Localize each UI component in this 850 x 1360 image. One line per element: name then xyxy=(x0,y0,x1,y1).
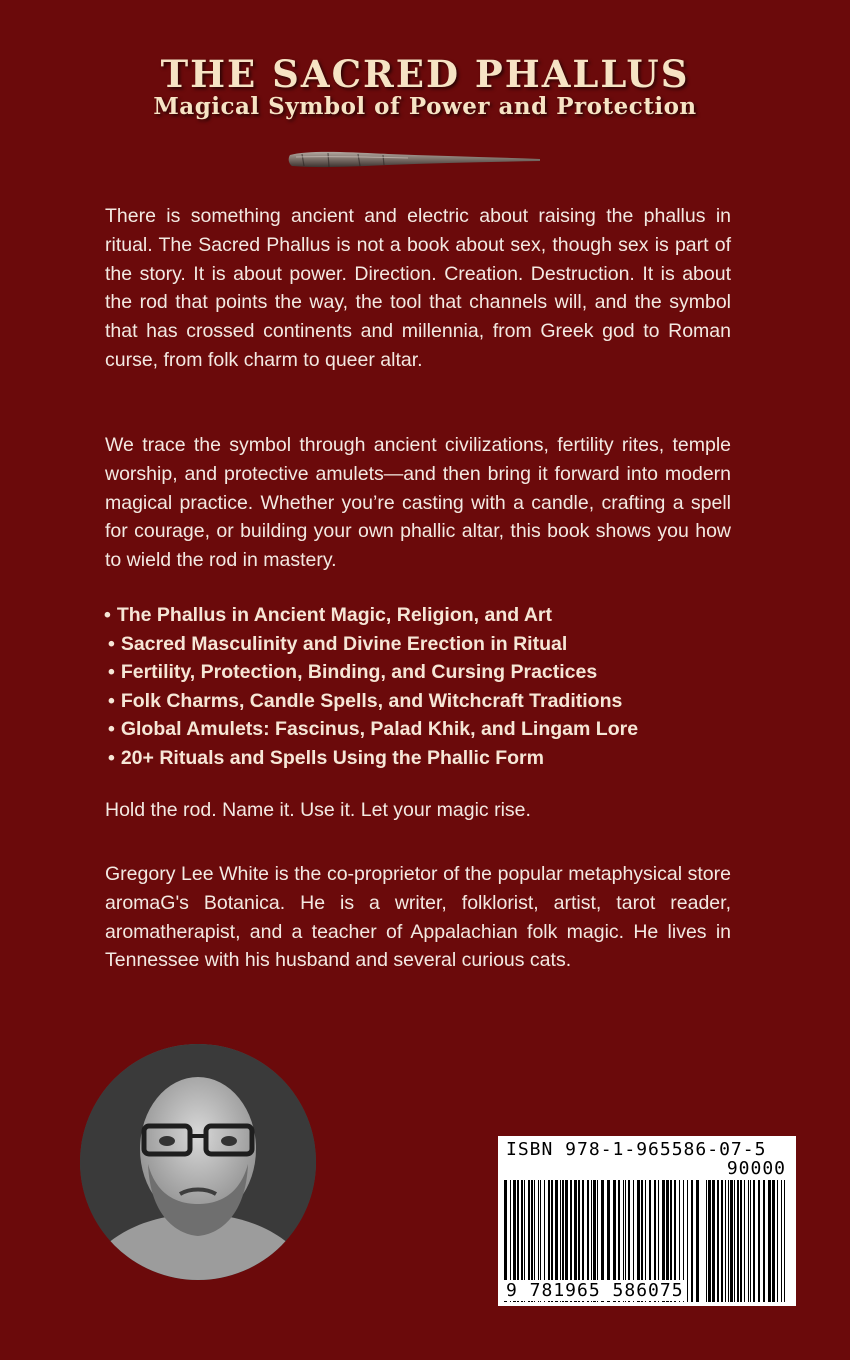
isbn-label: ISBN 978-1-965586-07-5 xyxy=(506,1139,767,1160)
author-portrait-image xyxy=(80,1044,316,1280)
feature-list xyxy=(104,601,744,773)
tagline: Hold the rod. Name it. Use it. Let your magic rise. xyxy=(105,799,531,821)
list-item: • Global Amulets: Fascinus, Palad Khik, and Lingam Lore xyxy=(108,718,639,741)
description-paragraph-1: There is something ancient and electric about raising the phallus in ritual. The Sacred Phallus is not a book about sex, though sex is part of the story. It is about power. Direction. Creation. Destruction. It is about the rod that points the way, the tool that channels will, and the symbol that has crossed continents and millennia, from Greek god to Roman curse, from folk charm to queer altar. xyxy=(105,205,731,371)
page-title: THE SACRED PHALLUS xyxy=(160,52,690,96)
author-photo xyxy=(80,1044,316,1280)
barcode-addon-bars xyxy=(706,1180,788,1302)
list-item: • Sacred Masculinity and Divine Erection in Ritual xyxy=(108,632,568,655)
wand-icon xyxy=(288,146,542,172)
isbn-barcode xyxy=(498,1136,796,1306)
list-item: • 20+ Rituals and Spells Using the Phallic Form xyxy=(108,746,544,769)
list-item: • The Phallus in Ancient Magic, Religion, and Art xyxy=(104,604,553,626)
barcode-digits: 9 781965 586075 xyxy=(506,1280,684,1301)
description-paragraph-2: We trace the symbol through ancient civilizations, fertility rites, temple worship, and protective amulets—and then bring it forward into modern magical practice. Whether you’re casting with a candle, crafting a spell for courage, or building your own phallic altar, this book shows you how to wield the rod in mastery. xyxy=(105,434,731,572)
page-subtitle: Magical Symbol of Power and Protection xyxy=(153,93,697,120)
author-bio: Gregory Lee White is the co-proprietor of the popular metaphysical store aromaG's Botanica. He is a writer, folklorist, artist, tarot reader, aromatherapist, and a teacher of Appalachian folk magic. He lives in Tennessee with his husband and several curious cats. xyxy=(105,863,731,972)
price-code: 90000 xyxy=(726,1158,786,1179)
list-item: • Fertility, Protection, Binding, and Cursing Practices xyxy=(108,661,598,684)
list-item: • Folk Charms, Candle Spells, and Witchcraft Traditions xyxy=(108,689,623,712)
